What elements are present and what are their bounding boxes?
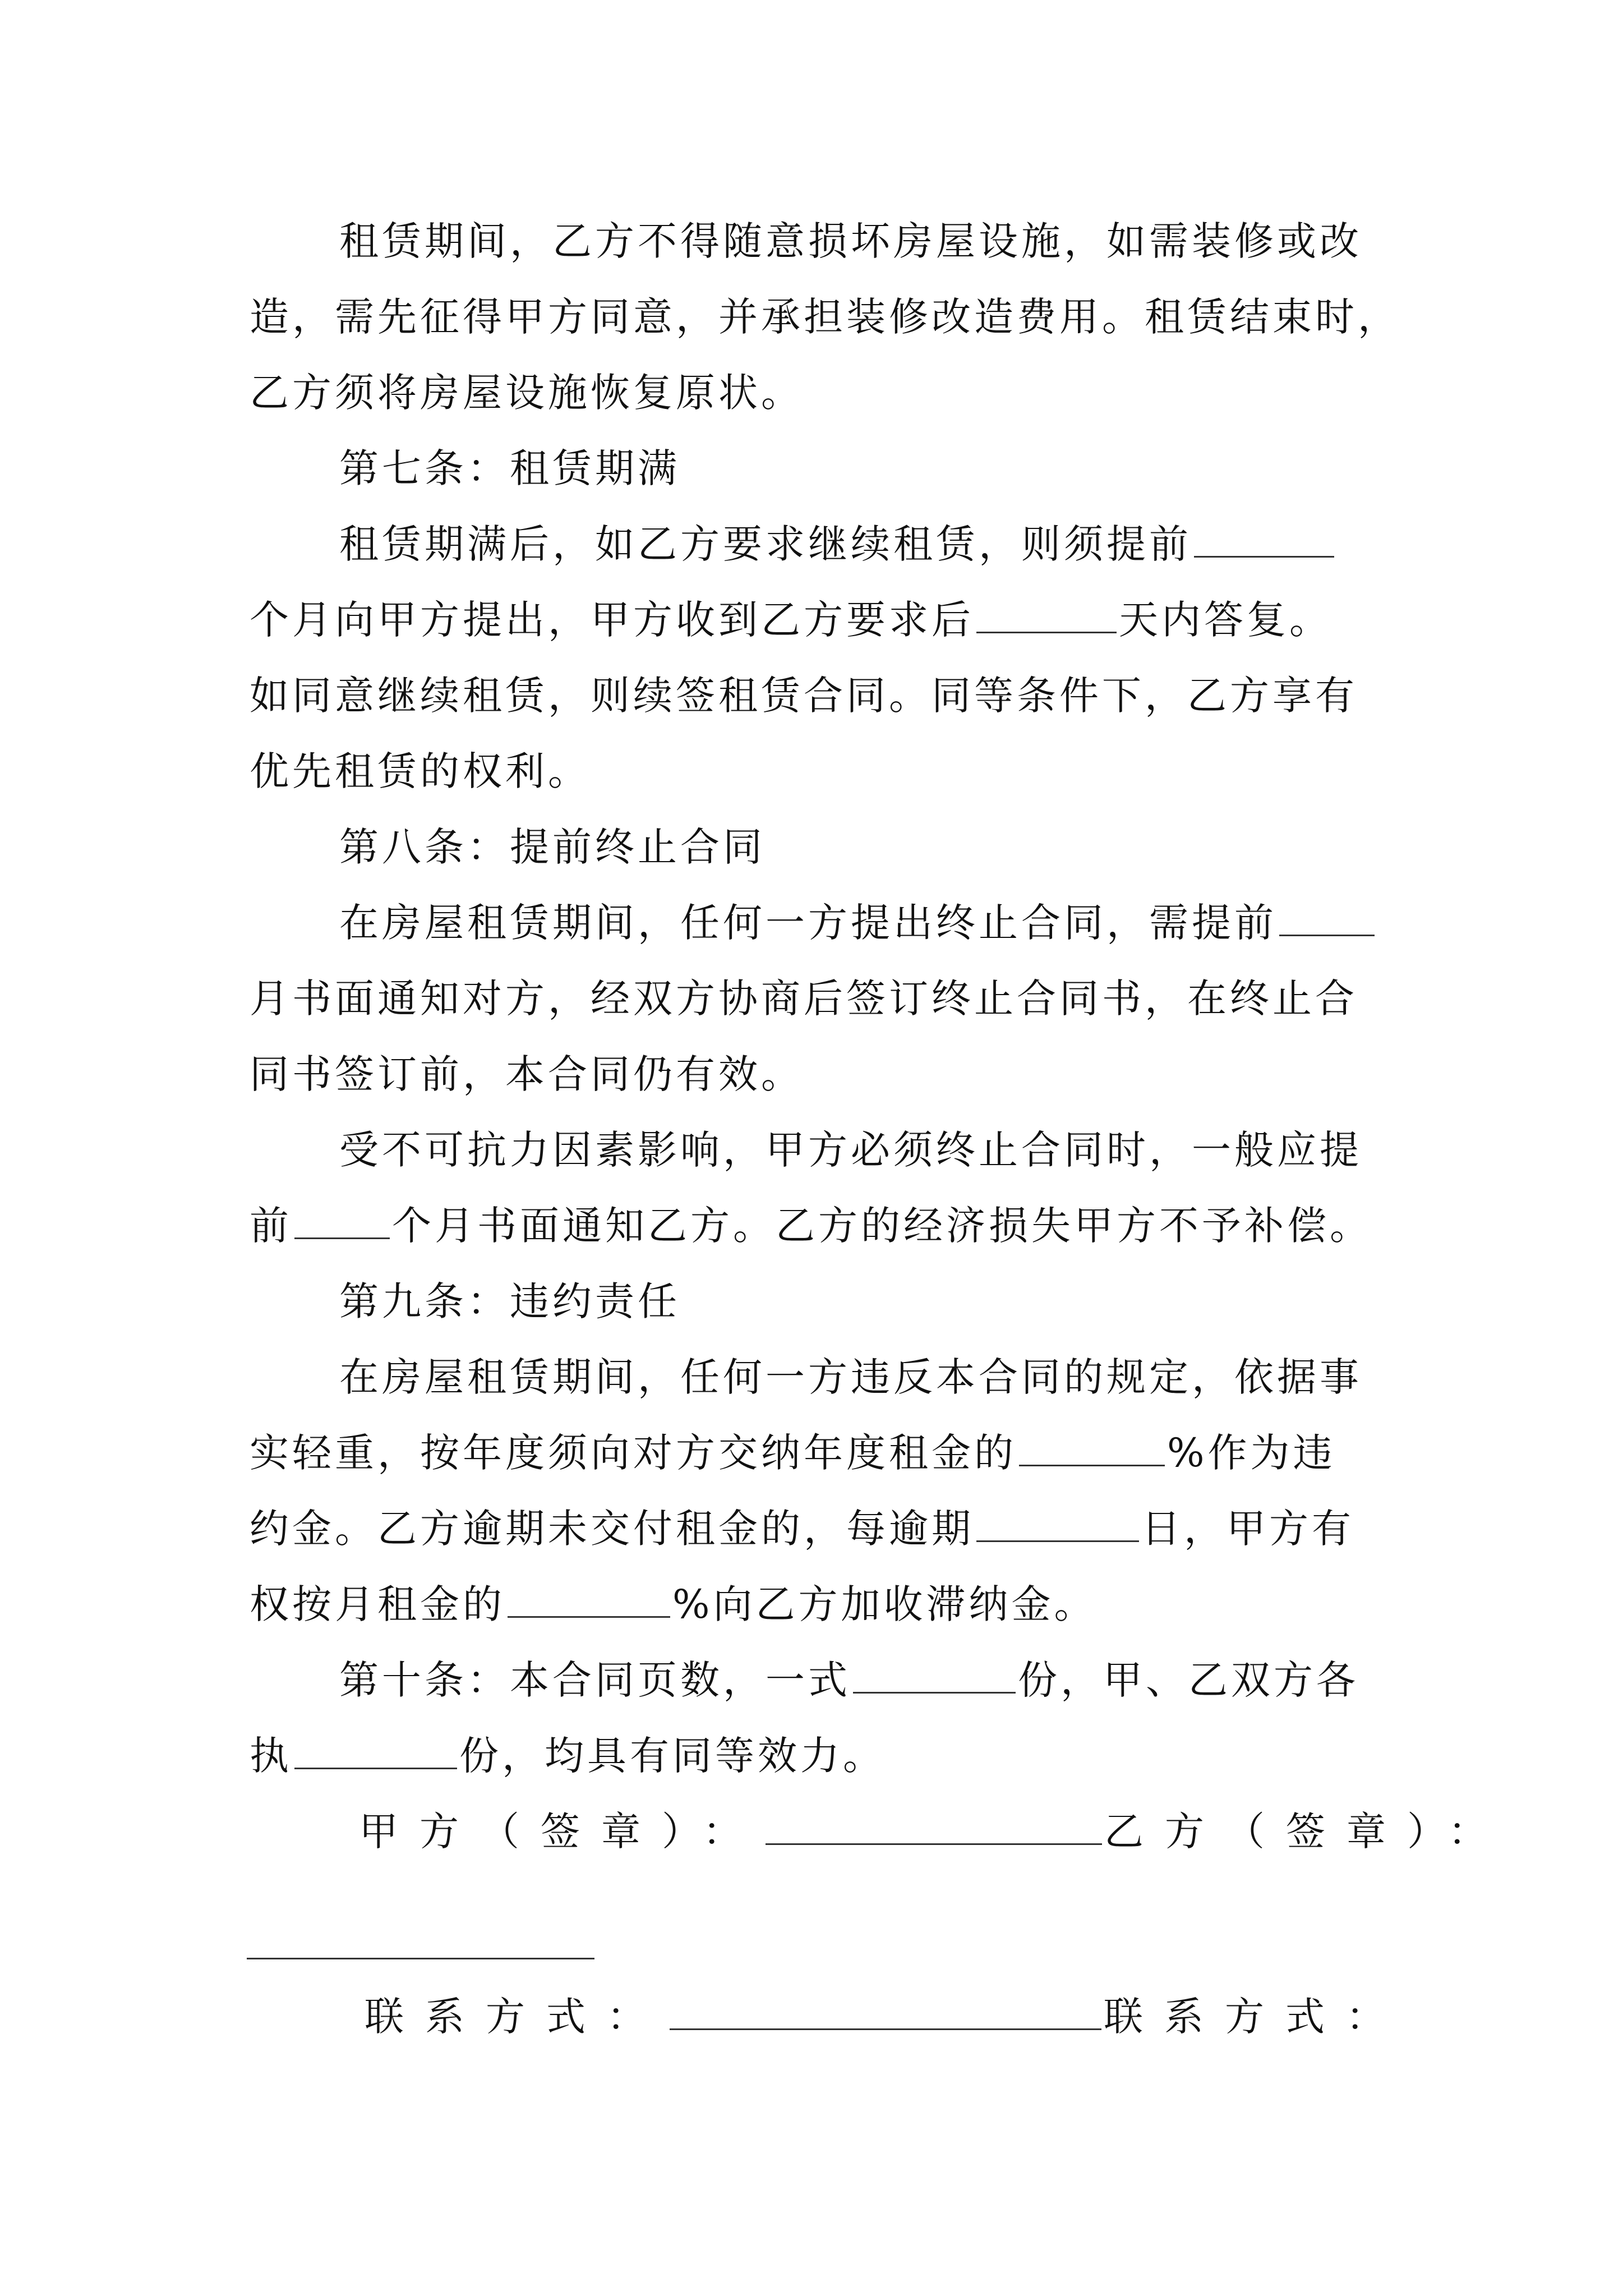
signature-row	[359, 1803, 1509, 1860]
text: 第八条：提前终止合同	[339, 824, 766, 870]
fill-in-blank[interactable]	[976, 1507, 1139, 1542]
article-9-title	[339, 1273, 680, 1329]
text: 月书面通知对方，经双方协商后签订终止合同书，在终止合	[250, 976, 1358, 1022]
text: 日，甲方有	[1141, 1506, 1354, 1552]
party-a-signature-label: 甲方（签章）：	[359, 1809, 763, 1855]
paragraph-line	[250, 1425, 1336, 1481]
paragraph-line	[250, 668, 1358, 724]
text: 乙方须将房屋设施恢复原状。	[250, 370, 804, 416]
text: %向乙方加收滞纳金。	[672, 1581, 1097, 1627]
text: 执	[250, 1733, 292, 1779]
paragraph-line	[250, 1198, 1372, 1254]
party-a-contact-blank[interactable]	[670, 1995, 1101, 2030]
paragraph-line	[250, 289, 1400, 345]
text: 在房屋租赁期间，任何一方提出终止合同，需提前	[339, 900, 1277, 946]
text: 前	[250, 1203, 292, 1249]
party-b-signature-label: 乙方（签章）：	[1104, 1809, 1509, 1855]
party-a-contact-label: 联系方式：	[365, 1994, 667, 2040]
fill-in-blank[interactable]	[508, 1582, 670, 1618]
text: 第九条：违约责任	[339, 1278, 680, 1324]
fill-in-blank[interactable]	[294, 1204, 390, 1239]
paragraph-line	[250, 1576, 1097, 1632]
party-b-signature-blank[interactable]	[247, 1958, 594, 1959]
paragraph-line	[339, 1122, 1362, 1178]
paragraph-line	[339, 895, 1377, 951]
text: 优先租赁的权利。	[250, 748, 591, 794]
article-7-title	[339, 440, 680, 496]
fill-in-blank[interactable]	[294, 1734, 457, 1769]
fill-in-blank[interactable]	[976, 598, 1117, 633]
text: 约金。乙方逾期未交付租金的，每逾期	[250, 1506, 974, 1552]
paragraph-line	[250, 970, 1358, 1027]
text: 权按月租金的	[250, 1581, 505, 1627]
text: 如同意继续租赁，则续签租赁合同。同等条件下，乙方享有	[250, 673, 1358, 719]
paragraph-line	[250, 743, 591, 799]
paragraph-line	[339, 1652, 1359, 1708]
text: 受不可抗力因素影响，甲方必须终止合同时，一般应提	[339, 1127, 1362, 1173]
fill-in-blank[interactable]	[1194, 522, 1334, 558]
text: 个月书面通知乙方。乙方的经济损失甲方不予补偿。	[392, 1203, 1372, 1249]
paragraph-line	[339, 1349, 1362, 1405]
text: 租赁期满后，如乙方要求继续租赁，则须提前	[339, 521, 1192, 567]
text: 份，均具有同等效力。	[459, 1733, 886, 1779]
text: 造，需先征得甲方同意，并承担装修改造费用。租赁结束时，	[250, 294, 1400, 340]
fill-in-blank[interactable]	[853, 1658, 1016, 1694]
text: 同书签订前，本合同仍有效。	[250, 1051, 804, 1097]
text: 份，甲、乙双方各	[1018, 1657, 1359, 1703]
fill-in-blank[interactable]	[1279, 901, 1375, 936]
text: 个月向甲方提出，甲方收到乙方要求后	[250, 597, 974, 643]
fill-in-blank[interactable]	[1019, 1431, 1165, 1466]
contact-row	[365, 1989, 1407, 2045]
text: 第十条：本合同页数，一式	[339, 1657, 851, 1703]
paragraph-line	[250, 1046, 804, 1102]
text: %作为违	[1167, 1430, 1336, 1476]
text: 在房屋租赁期间，任何一方违反本合同的规定，依据事	[339, 1354, 1362, 1400]
article-8-title	[339, 819, 766, 875]
text: 租赁期间，乙方不得随意损坏房屋设施，如需装修或改	[339, 218, 1362, 264]
paragraph-line	[339, 213, 1362, 269]
paragraph-line	[250, 365, 804, 421]
party-a-signature-blank[interactable]	[766, 1810, 1102, 1845]
party-b-contact-label: 联系方式：	[1104, 1994, 1407, 2040]
paragraph-line	[250, 1728, 886, 1784]
paragraph-line	[339, 516, 1336, 572]
paragraph-line	[250, 1501, 1354, 1557]
text: 第七条：租赁期满	[339, 445, 680, 491]
text: 实轻重，按年度须向对方交纳年度租金的	[250, 1430, 1017, 1476]
paragraph-line	[250, 592, 1332, 648]
text: 天内答复。	[1119, 597, 1332, 643]
